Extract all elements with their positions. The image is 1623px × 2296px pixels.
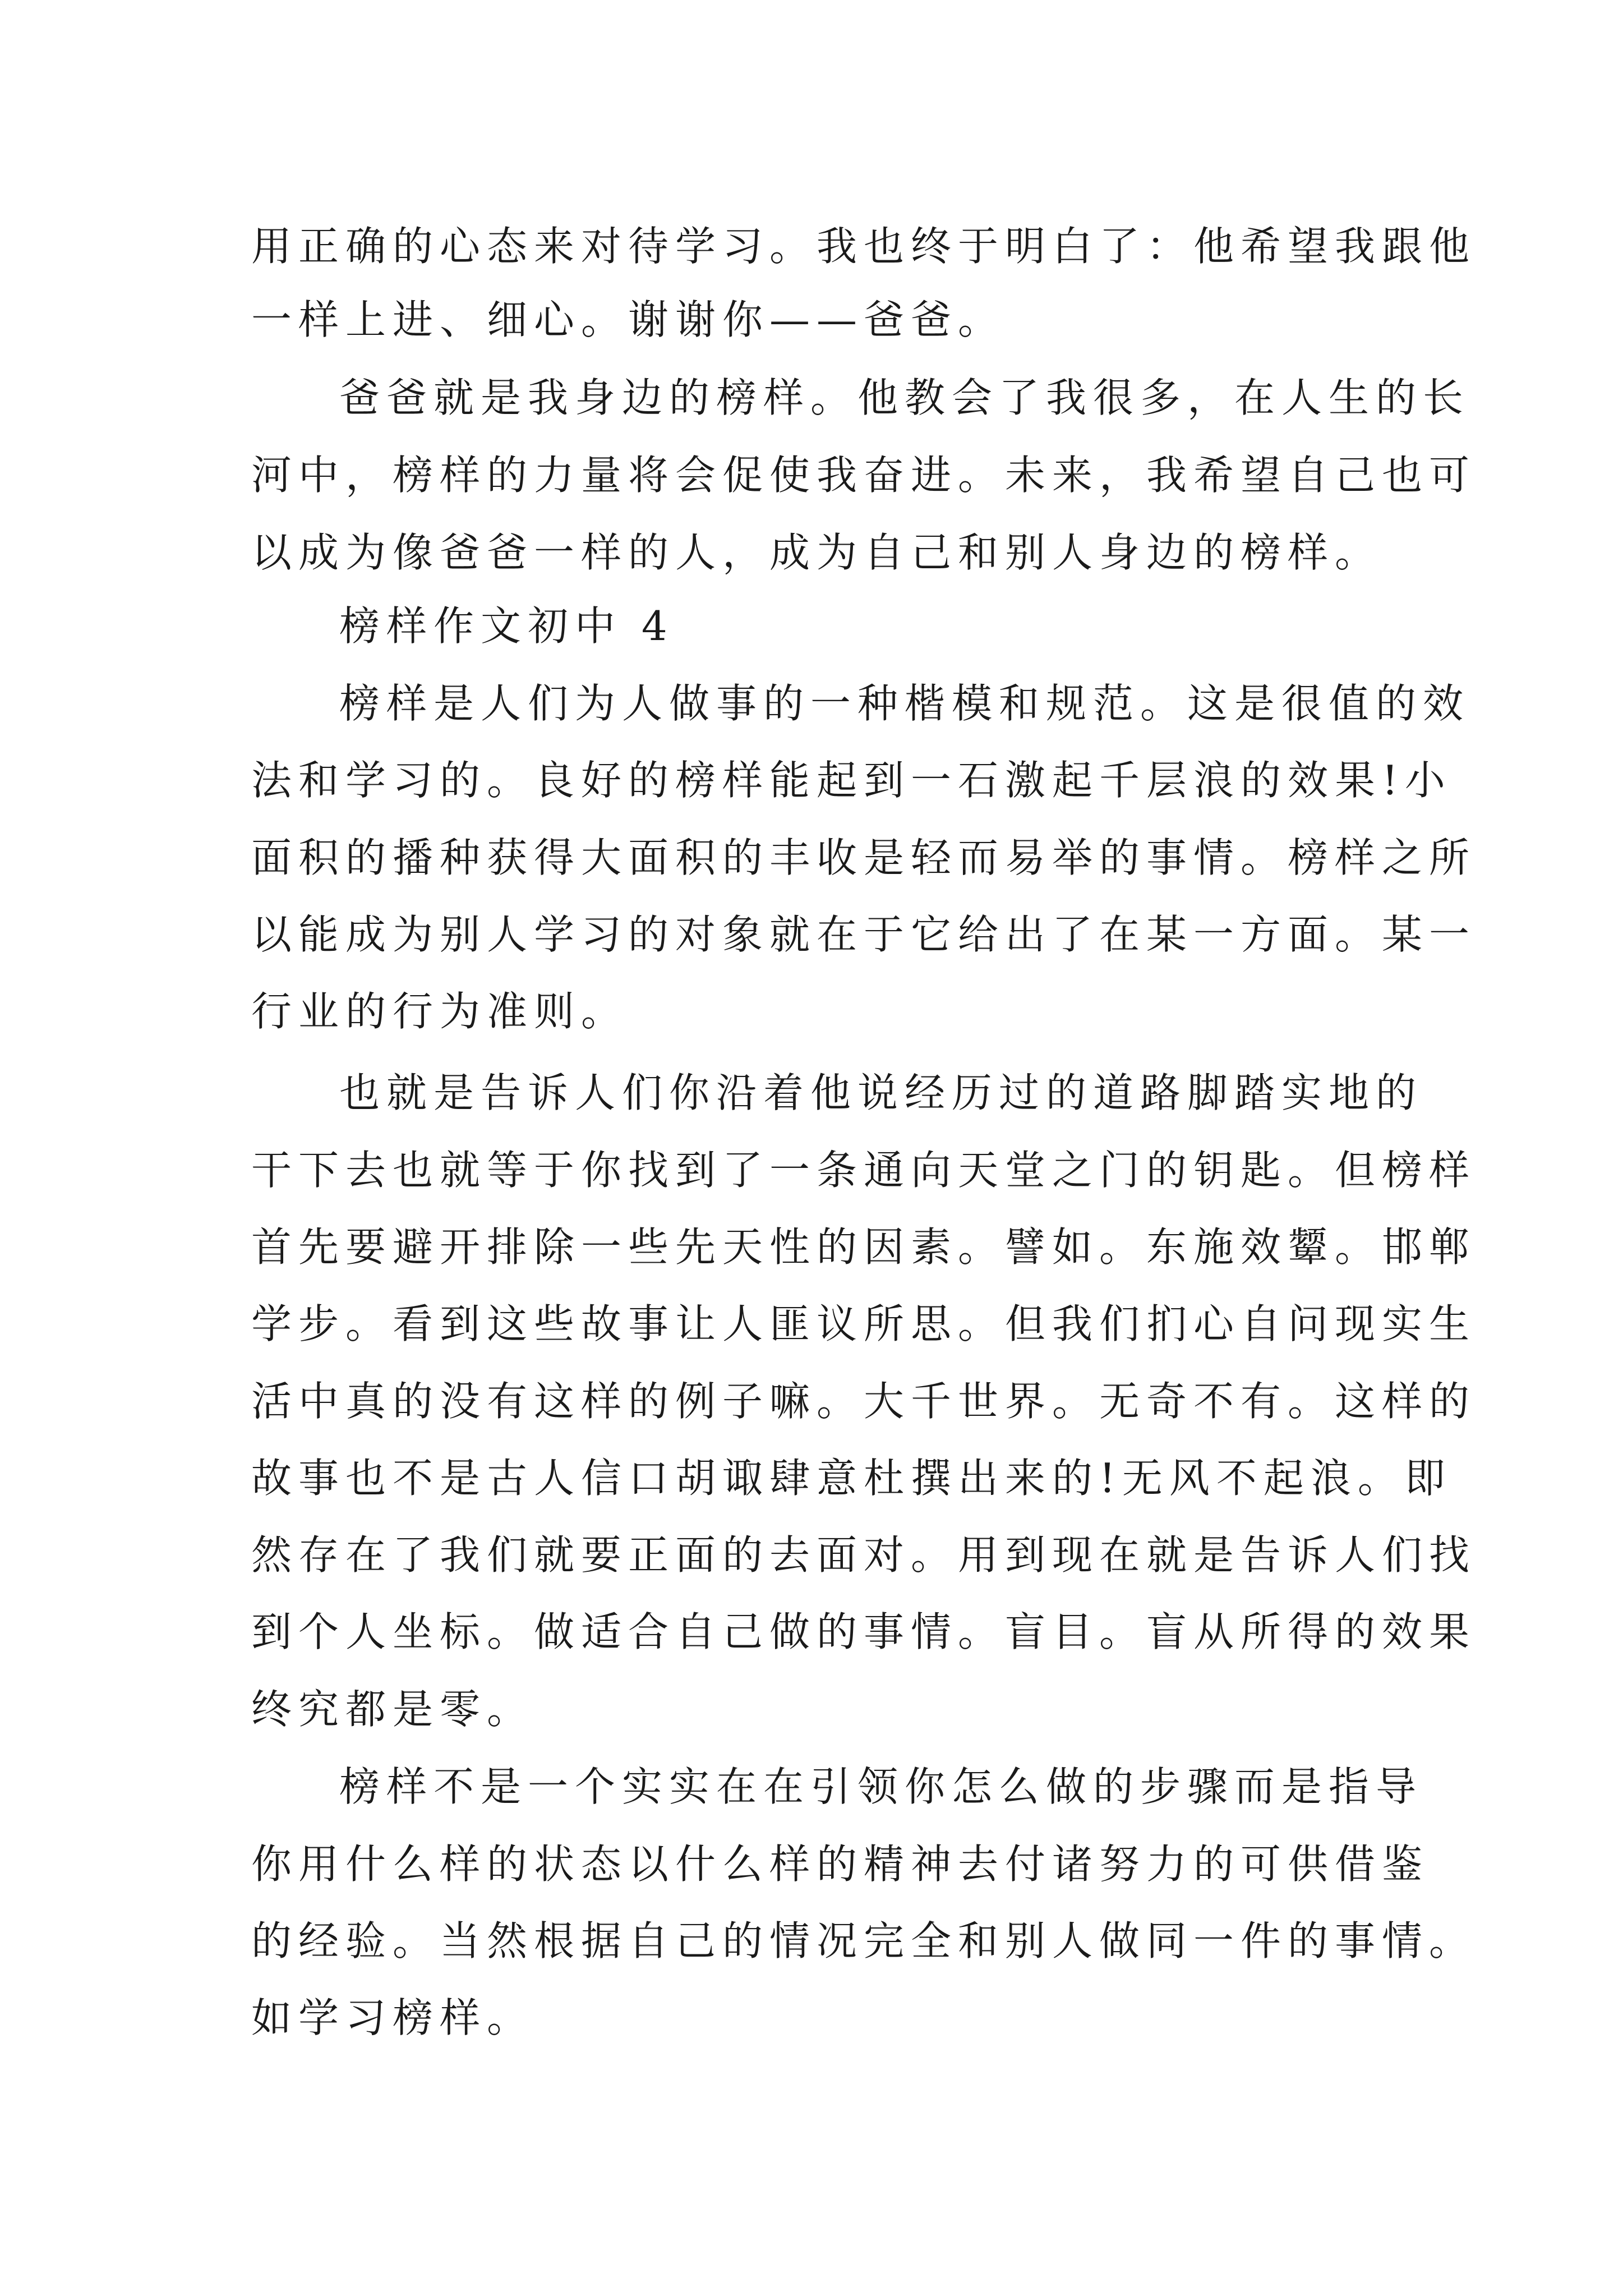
text-line: 以能成为别人学习的对象就在于它给出了在某一方面。某一 — [251, 911, 1477, 958]
text-line: 你用什么样的状态以什么样的精神去付诸努力的可供借鉴 — [251, 1841, 1430, 1888]
text-line: 以成为像爸爸一样的人，成为自己和别人身边的榜样。 — [251, 529, 1382, 576]
text-line: 行业的行为准则。 — [251, 988, 629, 1035]
text-line: 故事也不是古人信口胡诹肆意杜撰出来的!无风不起浪。即 — [251, 1455, 1452, 1502]
text-line: 干下去也就等于你找到了一条通向天堂之门的钥匙。但榜样 — [251, 1147, 1477, 1194]
text-line: 学步。看到这些故事让人匪议所思。但我们扪心自问现实生 — [251, 1300, 1477, 1347]
paragraph-first-line: 榜样不是一个实实在在引领你怎么做的步骤而是指导 — [339, 1763, 1423, 1810]
paragraph-first-line: 榜样是人们为人做事的一种楷模和规范。这是很值的效 — [339, 680, 1470, 727]
text-line: 首先要避开排除一些先天性的因素。譬如。东施效颦。邯郸 — [251, 1223, 1477, 1271]
paragraph-first-line: 也就是告诉人们你沿着他说经历过的道路脚踏实地的 — [339, 1069, 1423, 1116]
text-line: 面积的播种获得大面积的丰收是轻而易举的事情。榜样之所 — [251, 834, 1477, 881]
text-line: 法和学习的。良好的榜样能起到一石激起千层浪的效果!小 — [251, 757, 1452, 804]
text-line: 活中真的没有这样的例子嘛。大千世界。无奇不有。这样的 — [251, 1378, 1477, 1425]
text-line: 到个人坐标。做适合自己做的事情。盲目。盲从所得的效果 — [251, 1608, 1477, 1655]
section-heading: 榜样作文初中 4 — [339, 602, 674, 650]
text-line: 然存在了我们就要正面的去面对。用到现在就是告诉人们找 — [251, 1531, 1477, 1579]
paragraph-first-line: 爸爸就是我身边的榜样。他教会了我很多，在人生的长 — [339, 374, 1470, 421]
text-line: 河中，榜样的力量将会促使我奋进。未来，我希望自己也可 — [251, 452, 1477, 499]
text-line: 用正确的心态来对待学习。我也终于明白了：他希望我跟他 — [251, 223, 1477, 270]
text-line: 如学习榜样。 — [251, 1994, 534, 2041]
text-line: 终究都是零。 — [251, 1686, 534, 1733]
text-line: 的经验。当然根据自己的情况完全和别人做同一件的事情。 — [251, 1917, 1477, 1964]
text-line: 一样上进、细心。谢谢你——爸爸。 — [251, 296, 1006, 343]
